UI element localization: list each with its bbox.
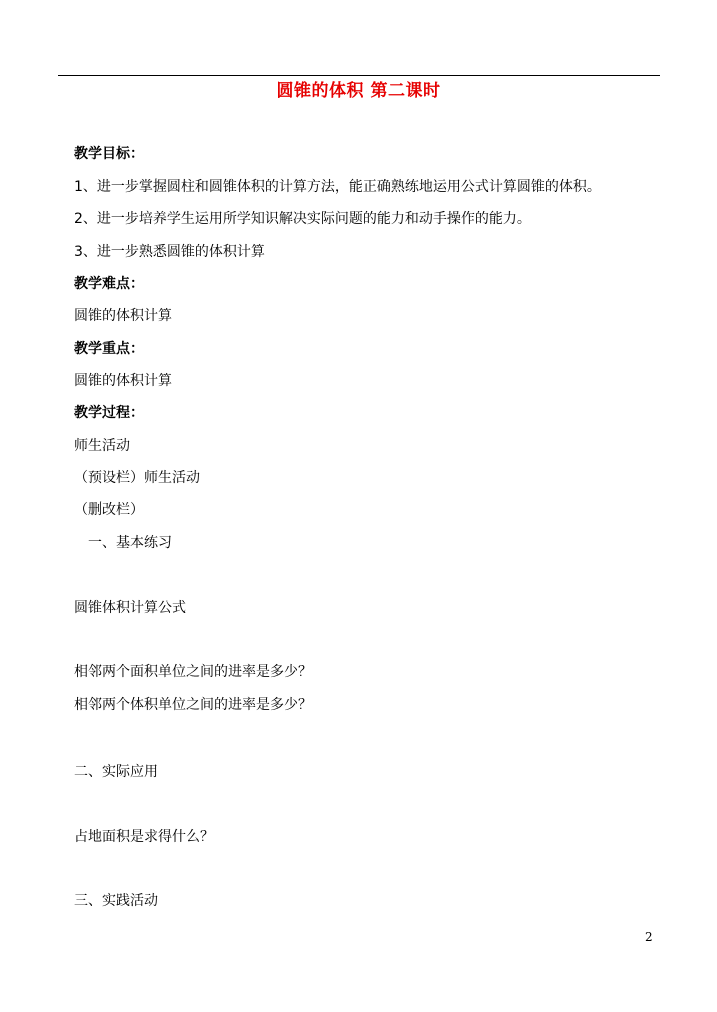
- difficulty-text: 圆锥的体积计算: [74, 308, 172, 324]
- objective-item-1: 1、进一步掌握圆柱和圆锥体积的计算方法，能正确熟练地运用公式计算圆锥的体积。: [74, 179, 601, 195]
- process-line: （预设栏）师生活动: [74, 470, 200, 486]
- body-line: 圆锥体积计算公式: [74, 600, 186, 616]
- section-basic-practice: 一、基本练习: [88, 535, 172, 551]
- process-heading: 教学过程：: [74, 405, 144, 421]
- body-line: 占地面积是求得什么？: [74, 829, 214, 845]
- header-rule: [58, 75, 660, 76]
- section-practical-activity: 三、实践活动: [74, 893, 158, 909]
- key-points-heading: 教学重点：: [74, 341, 144, 357]
- body-line: 相邻两个面积单位之间的进率是多少？: [74, 664, 312, 680]
- process-line: （删改栏）: [74, 502, 144, 518]
- key-points-text: 圆锥的体积计算: [74, 373, 172, 389]
- document-title: 圆锥的体积 第二课时: [276, 81, 441, 101]
- objectives-heading: 教学目标：: [74, 146, 144, 162]
- body-line: 相邻两个体积单位之间的进率是多少？: [74, 697, 312, 713]
- objective-item-2: 2、进一步培养学生运用所学知识解决实际问题的能力和动手操作的能力。: [74, 211, 531, 227]
- objective-item-3: 3、进一步熟悉圆锥的体积计算: [74, 244, 265, 260]
- difficulty-heading: 教学难点：: [74, 276, 144, 292]
- process-line: 师生活动: [74, 438, 130, 454]
- page-number: 2: [645, 930, 653, 944]
- section-practical-application: 二、实际应用: [74, 764, 158, 780]
